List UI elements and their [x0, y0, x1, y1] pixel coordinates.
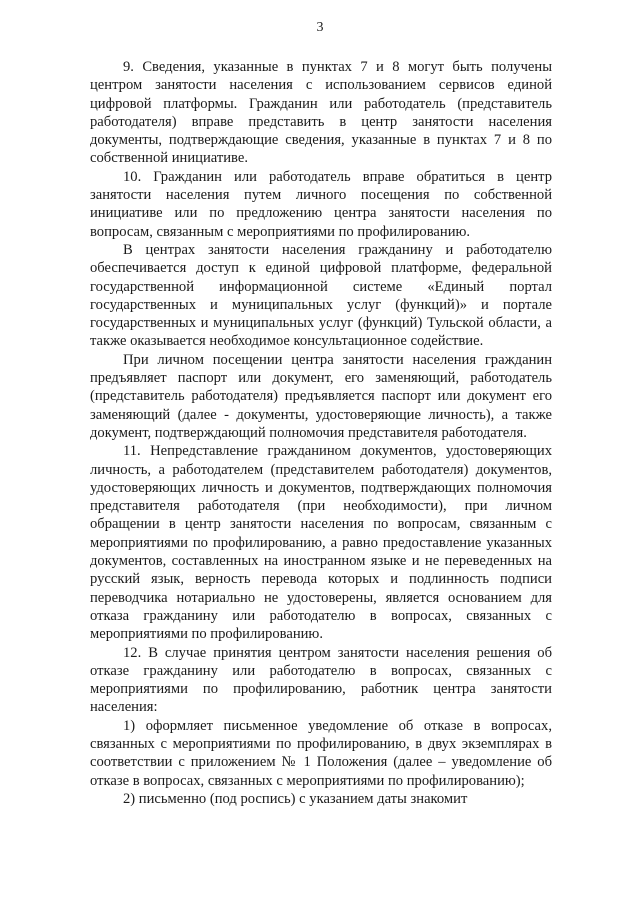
paragraph-12-item-1: 1) оформляет письменное уведомление об отказе в вопросах, связанных с мероприятиями по профилированию, в двух экземплярах в соответствии с приложением № 1 Положения (далее – уведомление об отказе в вопросах, связанных с мероприятиями по профилированию);: [90, 717, 552, 789]
paragraph-11: 11. Непредставление гражданином документов, удостоверяющих личность, а работодателем (представителем работодателя) документов, удостоверяющих личность и документов, подтверждающих полномочия представителя работодателя (при необходимости), при личном обращении в центр занятости населения по вопросам, связанным с мероприятиями по профилированию, а равно предоставление указанных документов, составленных на иностранном языке и не переведенных на русский язык, верность перевода которых и подлинность подписи переводчика нотариально не удостоверены, является основанием для отказа гражданину или работодателю в вопросах, связанных с мероприятиями по профилированию.: [90, 443, 552, 643]
page-number: 3: [316, 20, 324, 35]
paragraph-12: 12. В случае принятия центром занятости населения решения об отказе гражданину или работодателю в вопросах, связанных с мероприятиями по профилированию, работник центра занятости населения:: [90, 644, 552, 716]
paragraph-access-platform: В центрах занятости населения гражданину и работодателю обеспечивается доступ к единой цифровой платформе, федеральной государственной информационной системе «Единый портал государственных и муниципальных услуг (функций)» и портале государственных и муниципальных услуг (функций) Тульской области, а также оказывается необходимое консультационное содействие.: [90, 241, 552, 350]
paragraph-9: 9. Сведения, указанные в пунктах 7 и 8 могут быть получены центром занятости населения с использованием сервисов единой цифровой платформы. Гражданин или работодатель (представитель работодателя) вправе представить в центр занятости населения документы, подтверждающие сведения, указанные в пунктах 7 и 8 по собственной инициативе.: [90, 59, 552, 167]
paragraph-12-item-2: 2) письменно (под роспись) с указанием даты знакомит: [123, 790, 468, 807]
document-body: [90, 58, 552, 808]
paragraph-10: 10. Гражданин или работодатель вправе обратиться в центр занятости населения путем личного посещения по собственной инициативе или по предложению центра занятости населения по вопросам, связанным с мероприятиями по профилированию.: [90, 168, 552, 240]
paragraph-personal-visit: При личном посещении центра занятости населения гражданин предъявляет паспорт или документ, его заменяющий, работодатель (представитель работодателя) предъявляется паспорт или документ его заменяющий (далее - документы, удостоверяющие личность), а также документ, подтверждающий полномочия представителя работодателя.: [90, 351, 552, 441]
